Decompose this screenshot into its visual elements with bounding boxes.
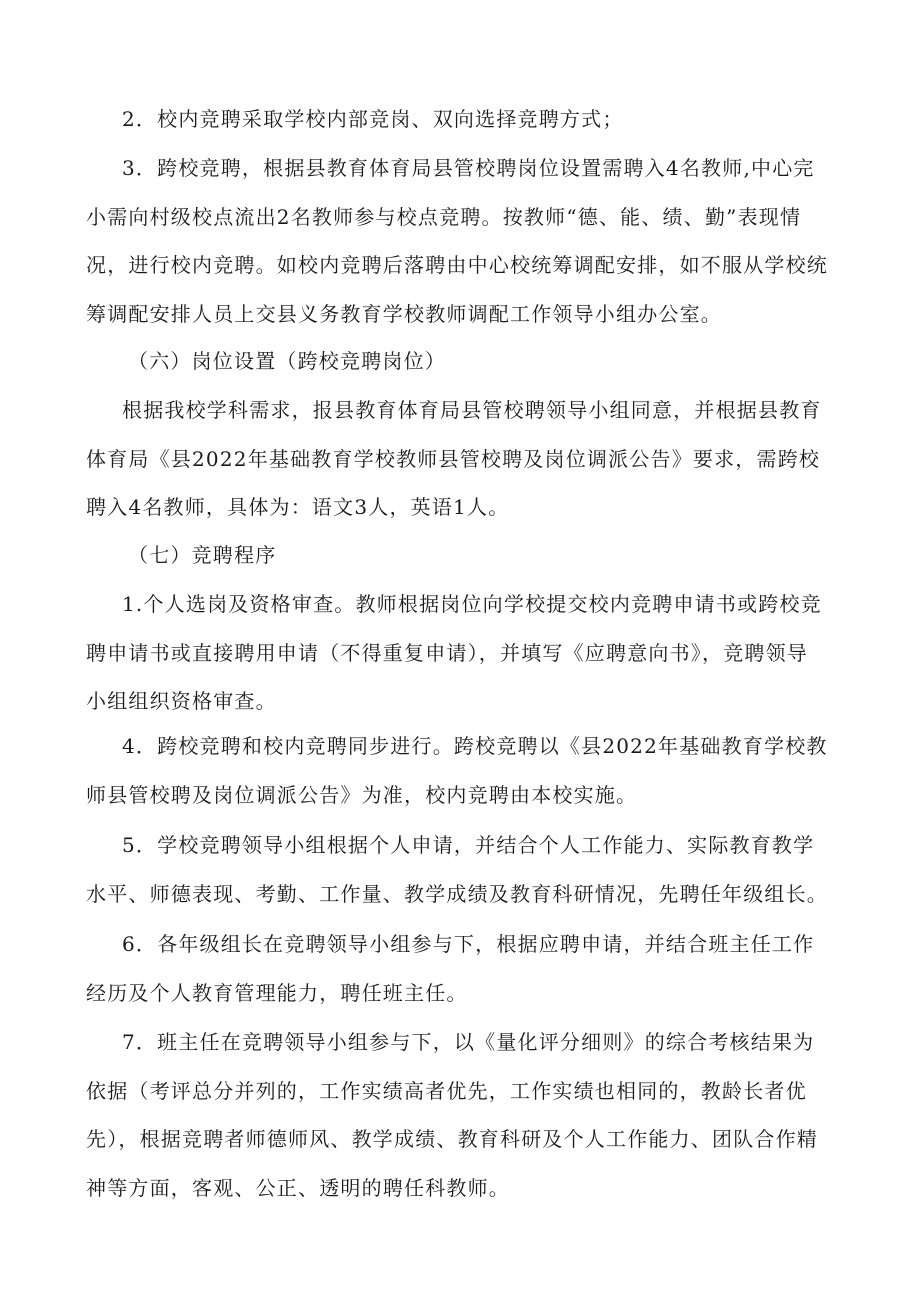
text-line: 3．跨校竞聘，根据县教育体育局县管校聘岗位设置需聘入4名教师,中心完 <box>122 156 815 180</box>
text-line: 6．各年级组长在竞聘领导小组参与下，根据应聘申请，并结合班主任工作 <box>122 932 815 956</box>
text-line: 聘入4名教师，具体为：语文3人，英语1人。 <box>86 495 510 519</box>
text-line: 体育局《县2022年基础教育学校教师县管校聘及岗位调派公告》要求，需跨校 <box>86 446 821 471</box>
text-line: 2．校内竞聘采取学校内部竞岗、双向选择竞聘方式； <box>122 107 624 131</box>
text-line: 聘申请书或直接聘用申请（不得重复申请），并填写《应聘意向书》，竞聘领导 <box>86 640 808 665</box>
text-line: 况，进行校内竞聘。如校内竞聘后落聘由中心校统筹调配安排，如不服从学校统 <box>86 253 828 277</box>
text-line: 神等方面，客观、公正、透明的聘任科教师。 <box>86 1175 510 1200</box>
text-line: 依据（考评总分并列的，工作实绩高者优先，工作实绩也相同的，教龄长者优 <box>86 1078 807 1103</box>
paragraph-step-4 <box>86 722 846 819</box>
paragraph-step-6 <box>86 920 846 1017</box>
text-line: 先），根据竞聘者师德师风、教学成绩、教育科研及个人工作能力、团队合作精 <box>86 1127 818 1151</box>
text-line: 5．学校竞聘领导小组根据个人申请，并结合个人工作能力、实际教育教学 <box>122 833 815 857</box>
section-heading-text: （七）竞聘程序 <box>128 543 277 567</box>
paragraph-step-7 <box>86 1018 846 1212</box>
paragraph-item-2 <box>86 95 846 144</box>
text-line: 水平、师德表现、考勤、工作量、教学成绩及教育科研情况，先聘任年级组长。 <box>86 881 828 906</box>
text-line: 1.个人选岗及资格审查。教师根据岗位向学校提交校内竞聘申请书或跨校竞 <box>122 592 822 616</box>
text-line: 小组组织资格审查。 <box>86 689 277 713</box>
text-line: 4．跨校竞聘和校内竞聘同步进行。跨校竞聘以《县2022年基础教育学校教 <box>122 734 828 758</box>
paragraph-positions <box>86 386 846 532</box>
text-line: 根据我校学科需求，报县教育体育局县管校聘领导小组同意，并根据县教育 <box>122 398 822 422</box>
text-line: 7．班主任在竞聘领导小组参与下，以《量化评分细则》的综合考核结果为 <box>122 1030 815 1054</box>
text-line: 经历及个人教育管理能力，聘任班主任。 <box>86 980 468 1005</box>
section-heading-text: （六）岗位设置（跨校竞聘岗位） <box>128 349 446 373</box>
text-line: 小需向村级校点流出2名教师参与校点竞聘。按教师“德、能、绩、勤”表现情 <box>86 204 802 229</box>
section-heading-7 <box>86 531 846 580</box>
text-line: 师县管校聘及岗位调派公告》为准，校内竞聘由本校实施。 <box>86 782 638 807</box>
paragraph-item-3 <box>86 144 846 338</box>
paragraph-step-5 <box>86 821 846 918</box>
section-heading-6 <box>86 337 846 386</box>
paragraph-step-1 <box>86 580 846 726</box>
text-line: 筹调配安排人员上交县义务教育学校教师调配工作领导小组办公室。 <box>86 301 722 326</box>
